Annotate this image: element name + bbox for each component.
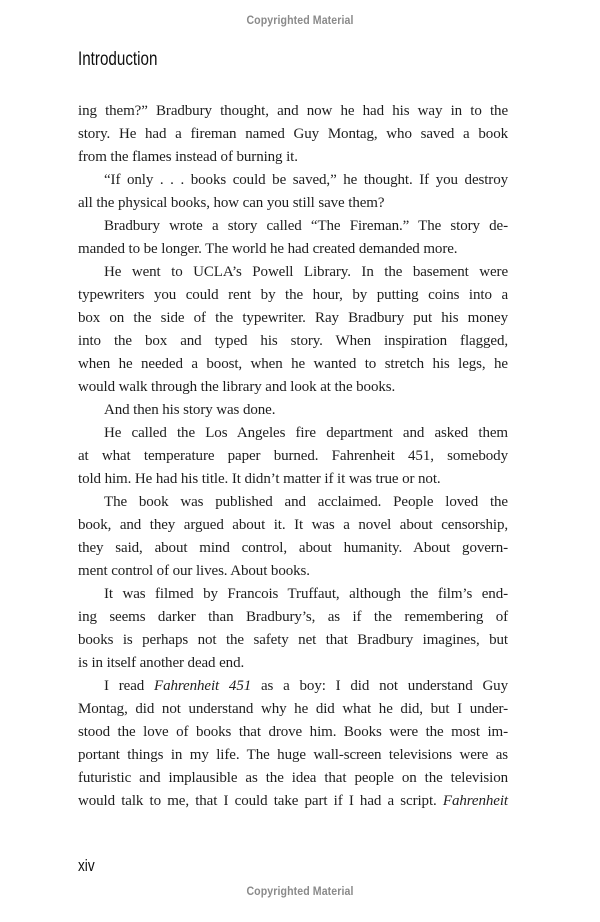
body-line: ment control of our lives. About books. <box>78 563 310 579</box>
body-line: futuristic and implausible as the idea that people on the television <box>78 770 508 786</box>
body-line: I read Fahrenheit 451 as a boy: I did not understand Guy <box>104 678 508 694</box>
body-line: ing seems darker than Bradbury’s, as if the remembering of <box>78 609 508 625</box>
body-line: box on the side of the typewriter. Ray Bradbury put his money <box>78 310 508 326</box>
body-line: they said, about mind control, about humanity. About govern- <box>78 540 508 556</box>
page-number: xiv <box>78 856 95 875</box>
body-line: portant things in my life. The huge wall-screen televisions were as <box>78 747 508 763</box>
body-line: ing them?” Bradbury thought, and now he had his way in to the <box>78 103 508 119</box>
body-line: books is perhaps not the safety net that Bradbury imagines, but <box>78 632 508 648</box>
body-line: from the flames instead of burning it. <box>78 149 298 165</box>
body-line: “If only . . . books could be saved,” he thought. If you destroy <box>104 172 508 188</box>
copyright-notice-bottom: Copyrighted Material <box>246 886 354 898</box>
body-line: all the physical books, how can you still save them? <box>78 195 385 211</box>
chapter-heading: Introduction <box>78 49 158 70</box>
body-line: It was filmed by Francois Truffaut, although the film’s end- <box>104 586 508 602</box>
body-line: when he needed a boost, when he wanted to stretch his legs, he <box>78 356 508 372</box>
body-line: would walk through the library and look at the books. <box>78 379 396 395</box>
body-line: would talk to me, that I could take part if I had a script. Fahrenheit <box>78 793 508 809</box>
body-line: told him. He had his title. It didn’t matter if it was true or not. <box>78 471 441 487</box>
body-line: manded to be longer. The world he had created demanded more. <box>78 241 458 257</box>
body-line: And then his story was done. <box>104 402 276 418</box>
body-line: Bradbury wrote a story called “The Fireman.” The story de- <box>104 218 508 234</box>
body-text <box>78 100 508 813</box>
body-line: is in itself another dead end. <box>78 655 245 671</box>
body-line: He went to UCLA’s Powell Library. In the basement were <box>104 264 508 280</box>
body-line: at what temperature paper burned. Fahrenheit 451, somebody <box>78 448 508 464</box>
body-line: book, and they argued about it. It was a novel about censorship, <box>78 517 508 533</box>
body-line: The book was published and acclaimed. People loved the <box>104 494 508 510</box>
body-line: typewriters you could rent by the hour, by putting coins into a <box>78 287 508 303</box>
body-line: Montag, did not understand why he did what he did, but I under- <box>78 701 508 717</box>
body-line: into the box and typed his story. When inspiration flagged, <box>78 333 508 349</box>
copyright-notice-top: Copyrighted Material <box>246 15 354 27</box>
body-line: He called the Los Angeles fire department and asked them <box>104 425 508 441</box>
body-line: stood the love of books that drove him. Books were the most im- <box>78 724 508 740</box>
body-line: story. He had a fireman named Guy Montag, who saved a book <box>78 126 508 142</box>
